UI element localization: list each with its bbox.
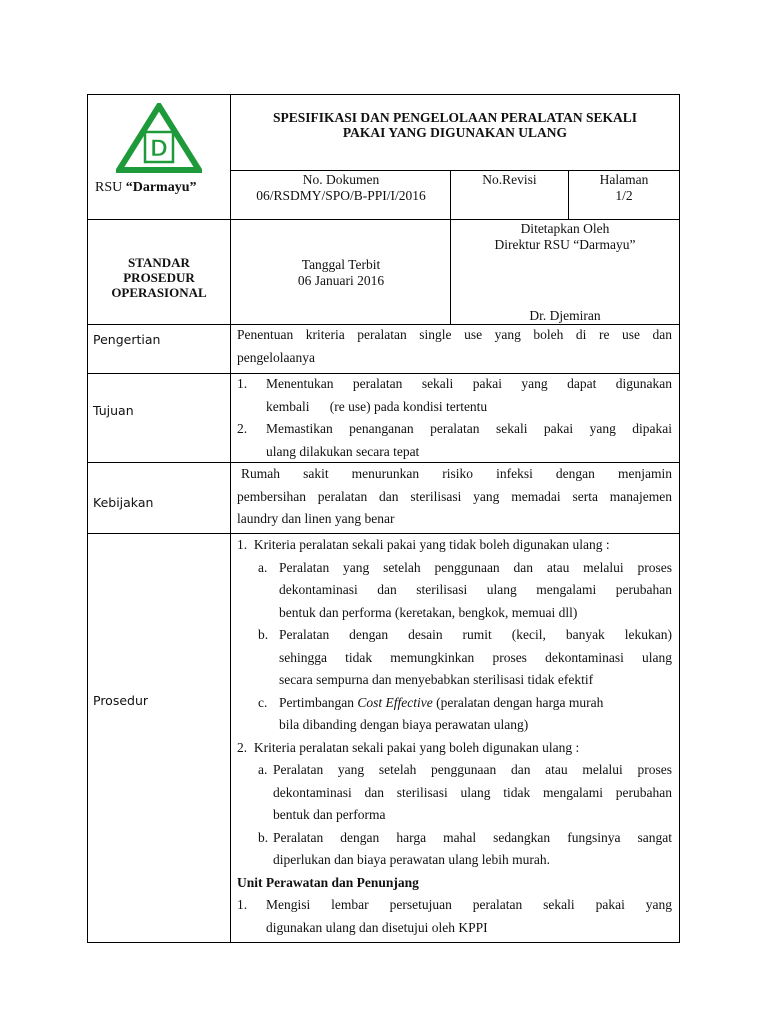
item-line: Peralatan yang setelah penggunaan dan atau melalui proses bbox=[279, 559, 672, 575]
tujuan-item-2-line-2: ulang dilakukan secara tepat bbox=[266, 443, 420, 459]
sop-label bbox=[88, 255, 230, 300]
item-line: dekontaminasi dan sterilisasi ulang mengalami perubahan bbox=[279, 582, 672, 597]
signer-name: Dr. Djemiran bbox=[529, 308, 601, 323]
item-marker: a. bbox=[258, 762, 268, 777]
prosedur-item-1c bbox=[237, 692, 672, 737]
item-line: bila dibanding dengan biaya perawatan ulang) bbox=[279, 717, 529, 732]
page-cell bbox=[569, 172, 679, 204]
page-value: 1/2 bbox=[615, 188, 633, 203]
cost-effective-post: (peralatan dengan harga murah bbox=[432, 694, 604, 710]
page-label: Halaman bbox=[599, 172, 649, 187]
title-line-1: SPESIFIKASI DAN PENGELOLAAN PERALATAN SEKALI bbox=[272, 110, 638, 125]
doc-number-label: No. Dokumen bbox=[302, 172, 380, 187]
tujuan-number-2: 2. bbox=[237, 421, 248, 436]
tujuan-number-1: 1. bbox=[237, 376, 248, 391]
hospital-name-bold: “Darmayu” bbox=[125, 180, 197, 195]
item-marker: b. bbox=[258, 829, 269, 845]
tujuan-item-1-line-1: Menentukan peralatan sekali pakai yang dapat digunakan bbox=[266, 376, 672, 391]
row-label-prosedur: Prosedur bbox=[93, 693, 149, 708]
doc-number-value: 06/RSDMY/SPO/B-PPI/I/2016 bbox=[256, 188, 426, 203]
item-line: bentuk dan performa (keretakan, bengkok, memuai dll) bbox=[279, 604, 578, 620]
item-line: Mengisi lembar persetujuan peralatan sekali pakai yang bbox=[266, 897, 672, 912]
hospital-name bbox=[95, 180, 227, 196]
issue-date-label: Tanggal Terbit bbox=[301, 257, 381, 272]
issue-date-value: 06 Januari 2016 bbox=[297, 273, 385, 288]
item-marker: 1. bbox=[237, 897, 248, 912]
kebijakan-line-1: Rumah sakit menurunkan risiko infeksi dengan menjamin bbox=[241, 466, 672, 481]
item-marker: b. bbox=[258, 627, 269, 642]
item-line: Peralatan dengan harga mahal sedangkan fungsinya sangat bbox=[273, 829, 672, 845]
approval-cell bbox=[451, 221, 679, 253]
sop-line-3: OPERASIONAL bbox=[111, 285, 207, 300]
revision-cell bbox=[451, 172, 568, 188]
kebijakan-line-3: laundry dan linen yang benar bbox=[237, 511, 395, 526]
border-top bbox=[87, 94, 680, 95]
sop-line-2: PROSEDUR bbox=[123, 270, 195, 285]
item-line bbox=[279, 692, 672, 715]
triangle-d-logo-icon bbox=[116, 103, 202, 173]
row-label-kebijakan: Kebijakan bbox=[93, 495, 154, 510]
unit-item-1 bbox=[237, 894, 672, 939]
issue-date-cell bbox=[232, 257, 450, 289]
item-line: secara sempurna dan menyebabkan sterilisasi tidak efektif bbox=[279, 672, 594, 687]
kebijakan-line-2: pembersihan peralatan dan sterilisasi yang memadai serta manajemen bbox=[237, 488, 672, 504]
kebijakan-text bbox=[237, 463, 672, 531]
doc-number-cell bbox=[232, 172, 450, 204]
item-line: dekontaminasi dan sterilisasi ulang tidak mengalami perubahan bbox=[273, 784, 672, 800]
divider-header-row1 bbox=[87, 219, 680, 220]
item-line: sehingga tidak memungkinkan proses dekontaminasi ulang bbox=[279, 649, 672, 665]
revision-label: No.Revisi bbox=[482, 172, 537, 187]
prosedur-item-2a bbox=[237, 759, 672, 827]
prosedur-item-2b bbox=[237, 827, 672, 872]
item-line: Peralatan yang setelah penggunaan dan atau melalui proses bbox=[273, 762, 672, 777]
item-line: diperlukan dan biaya perawatan ulang lebih murah. bbox=[273, 852, 551, 867]
sop-line-1: STANDAR bbox=[128, 255, 190, 270]
border-right bbox=[679, 94, 680, 943]
cost-effective-italic: Cost Effective bbox=[357, 694, 433, 710]
item-line: Peralatan dengan desain rumit (kecil, banyak lekukan) bbox=[279, 627, 672, 642]
prosedur-heading-2: 2. Kriteria peralatan sekali pakai yang boleh digunakan ulang : bbox=[237, 739, 580, 755]
row-label-pengertian: Pengertian bbox=[93, 332, 161, 347]
pengertian-text bbox=[237, 324, 672, 369]
tujuan-item-1-line-2: kembali (re use) pada kondisi tertentu bbox=[266, 398, 488, 414]
unit-heading: Unit Perawatan dan Penunjang bbox=[237, 874, 419, 890]
prosedur-heading-1: 1. Kriteria peralatan sekali pakai yang tidak boleh digunakan ulang : bbox=[237, 537, 610, 552]
border-left bbox=[87, 94, 88, 943]
prosedur-content bbox=[237, 534, 672, 939]
title-line-2: PAKAI YANG DIGUNAKAN ULANG bbox=[342, 125, 568, 140]
pengertian-line-1: Penentuan kriteria peralatan single use yang boleh di re use dan bbox=[237, 327, 672, 342]
hospital-logo bbox=[116, 103, 202, 173]
item-line: bentuk dan performa bbox=[273, 807, 386, 822]
tujuan-list bbox=[237, 373, 672, 463]
approved-by-line-1: Ditetapkan Oleh bbox=[520, 221, 610, 236]
tujuan-item-2-line-1: Memastikan penanganan peralatan sekali pakai yang dipakai bbox=[266, 421, 672, 436]
approved-by-line-2: Direktur RSU “Darmayu” bbox=[494, 237, 636, 252]
item-line: digunakan ulang dan disetujui oleh KPPI bbox=[266, 919, 488, 935]
row-label-tujuan: Tujuan bbox=[93, 403, 134, 418]
hospital-prefix: RSU bbox=[95, 180, 123, 195]
item-marker: a. bbox=[258, 559, 268, 575]
prosedur-item-1a bbox=[237, 557, 672, 625]
item-marker: c. bbox=[258, 694, 268, 710]
svg-text:D: D bbox=[150, 135, 168, 162]
document-title bbox=[232, 110, 678, 140]
divider-title-bottom bbox=[230, 170, 680, 171]
divider-col-label bbox=[230, 94, 231, 943]
prosedur-item-1b bbox=[237, 624, 672, 692]
border-bottom bbox=[87, 942, 680, 943]
pengertian-line-2: pengelolaanya bbox=[237, 349, 315, 365]
cost-effective-pre: Pertimbangan bbox=[279, 694, 358, 710]
